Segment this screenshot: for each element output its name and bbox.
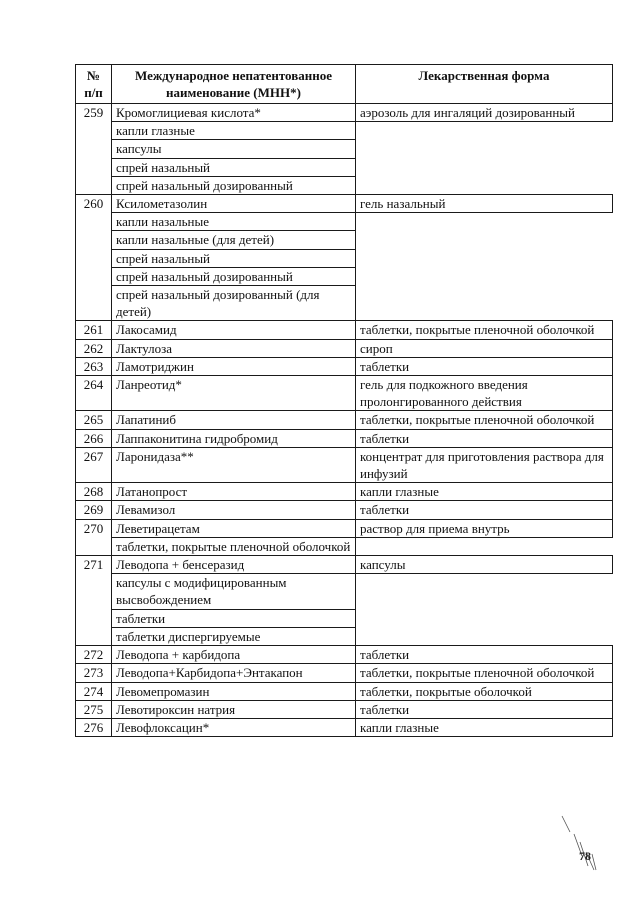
dosage-form-cell: спрей назальный — [112, 249, 356, 267]
page-number: 78 — [579, 849, 591, 863]
drug-forms-table — [75, 64, 613, 737]
row-number-cell: 267 — [76, 447, 112, 482]
row-number-cell: 268 — [76, 483, 112, 501]
dosage-form-cell: капли глазные — [112, 122, 356, 140]
dosage-form-cell: таблетки — [356, 646, 613, 664]
table-row — [76, 339, 613, 357]
row-number-cell: 272 — [76, 646, 112, 664]
header-inn-name: Международное непатентованное наименование (МНН*) — [112, 65, 356, 104]
dosage-form-cell: таблетки — [356, 429, 613, 447]
row-number-cell: 275 — [76, 700, 112, 718]
table-row — [76, 176, 613, 194]
table-row — [76, 429, 613, 447]
inn-name-cell: Левомепромазин — [112, 682, 356, 700]
table-row — [76, 140, 613, 158]
dosage-form-cell: таблетки, покрытые оболочкой — [356, 682, 613, 700]
row-number-cell: 263 — [76, 357, 112, 375]
row-number-cell: 270 — [76, 519, 112, 555]
table-row — [76, 195, 613, 213]
dosage-form-cell: капли глазные — [356, 483, 613, 501]
inn-name-cell: Леводопа + карбидопа — [112, 646, 356, 664]
table-row — [76, 213, 613, 231]
row-number-cell: 264 — [76, 376, 112, 411]
table-row — [76, 267, 613, 285]
dosage-form-cell: таблетки, покрытые пленочной оболочкой — [356, 664, 613, 682]
row-number-cell: 265 — [76, 411, 112, 429]
table-row — [76, 447, 613, 482]
inn-name-cell: Лакосамид — [112, 321, 356, 339]
table-row — [76, 357, 613, 375]
dosage-form-cell: аэрозоль для ингаляций дозированный — [356, 104, 613, 122]
row-number-cell: 259 — [76, 104, 112, 195]
row-number-cell: 269 — [76, 501, 112, 519]
inn-name-cell: Ларонидаза** — [112, 447, 356, 482]
dosage-form-cell: спрей назальный дозированный (для детей) — [112, 286, 356, 321]
row-number-cell: 276 — [76, 718, 112, 736]
dosage-form-cell: гель для подкожного введения пролонгированного действия — [356, 376, 613, 411]
table-row — [76, 682, 613, 700]
dosage-form-cell: таблетки, покрытые пленочной оболочкой — [112, 537, 356, 555]
row-number-cell: 262 — [76, 339, 112, 357]
table-row — [76, 231, 613, 249]
dosage-form-cell: концентрат для приготовления раствора для инфузий — [356, 447, 613, 482]
inn-name-cell: Леветирацетам — [112, 519, 356, 537]
table-row — [76, 158, 613, 176]
dosage-form-cell: капли назальные (для детей) — [112, 231, 356, 249]
dosage-form-cell: таблетки — [112, 609, 356, 627]
table-row — [76, 249, 613, 267]
dosage-form-cell: капли глазные — [356, 718, 613, 736]
inn-name-cell: Ламотриджин — [112, 357, 356, 375]
dosage-form-cell: раствор для приема внутрь — [356, 519, 613, 537]
header-number: № п/п — [76, 65, 112, 104]
dosage-form-cell: таблетки — [356, 700, 613, 718]
dosage-form-cell: спрей назальный — [112, 158, 356, 176]
table-row — [76, 609, 613, 627]
table-body — [76, 104, 613, 737]
inn-name-cell: Левофлоксацин* — [112, 718, 356, 736]
table-row — [76, 376, 613, 411]
table-row — [76, 519, 613, 537]
inn-name-cell: Латанопрост — [112, 483, 356, 501]
inn-name-cell: Леводопа+Карбидопа+Энтакапон — [112, 664, 356, 682]
row-number-cell: 274 — [76, 682, 112, 700]
inn-name-cell: Лактулоза — [112, 339, 356, 357]
inn-name-cell: Левотироксин натрия — [112, 700, 356, 718]
inn-name-cell: Ксилометазолин — [112, 195, 356, 213]
table-row — [76, 700, 613, 718]
table-row — [76, 501, 613, 519]
table-row — [76, 574, 613, 609]
table-row — [76, 537, 613, 555]
dosage-form-cell: гель назальный — [356, 195, 613, 213]
table-row — [76, 664, 613, 682]
dosage-form-cell: сироп — [356, 339, 613, 357]
table-row — [76, 321, 613, 339]
dosage-form-cell: капсулы — [112, 140, 356, 158]
inn-name-cell: Кромоглициевая кислота* — [112, 104, 356, 122]
inn-name-cell: Левамизол — [112, 501, 356, 519]
dosage-form-cell: капсулы — [356, 556, 613, 574]
inn-name-cell: Лапатиниб — [112, 411, 356, 429]
dosage-form-cell: спрей назальный дозированный — [112, 267, 356, 285]
dosage-form-cell: таблетки диспергируемые — [112, 627, 356, 645]
dosage-form-cell: таблетки — [356, 357, 613, 375]
dosage-form-cell: таблетки, покрытые пленочной оболочкой — [356, 321, 613, 339]
row-number-cell: 266 — [76, 429, 112, 447]
table-row — [76, 718, 613, 736]
row-number-cell: 260 — [76, 195, 112, 321]
dosage-form-cell: капли назальные — [112, 213, 356, 231]
inn-name-cell: Лаппаконитина гидробромид — [112, 429, 356, 447]
table-row — [76, 483, 613, 501]
inn-name-cell: Леводопа + бенсеразид — [112, 556, 356, 574]
table-row — [76, 411, 613, 429]
table-row — [76, 556, 613, 574]
dosage-form-cell: капсулы с модифицированным высвобождением — [112, 574, 356, 609]
table-row — [76, 646, 613, 664]
table-row — [76, 627, 613, 645]
header-dosage-form: Лекарственная форма — [356, 65, 613, 104]
dosage-form-cell: таблетки, покрытые пленочной оболочкой — [356, 411, 613, 429]
table-header-row — [76, 65, 613, 104]
row-number-cell: 271 — [76, 556, 112, 646]
inn-name-cell: Ланреотид* — [112, 376, 356, 411]
table-row — [76, 122, 613, 140]
dosage-form-cell: таблетки — [356, 501, 613, 519]
table-row — [76, 104, 613, 122]
table-row — [76, 286, 613, 321]
dosage-form-cell: спрей назальный дозированный — [112, 176, 356, 194]
row-number-cell: 273 — [76, 664, 112, 682]
row-number-cell: 261 — [76, 321, 112, 339]
